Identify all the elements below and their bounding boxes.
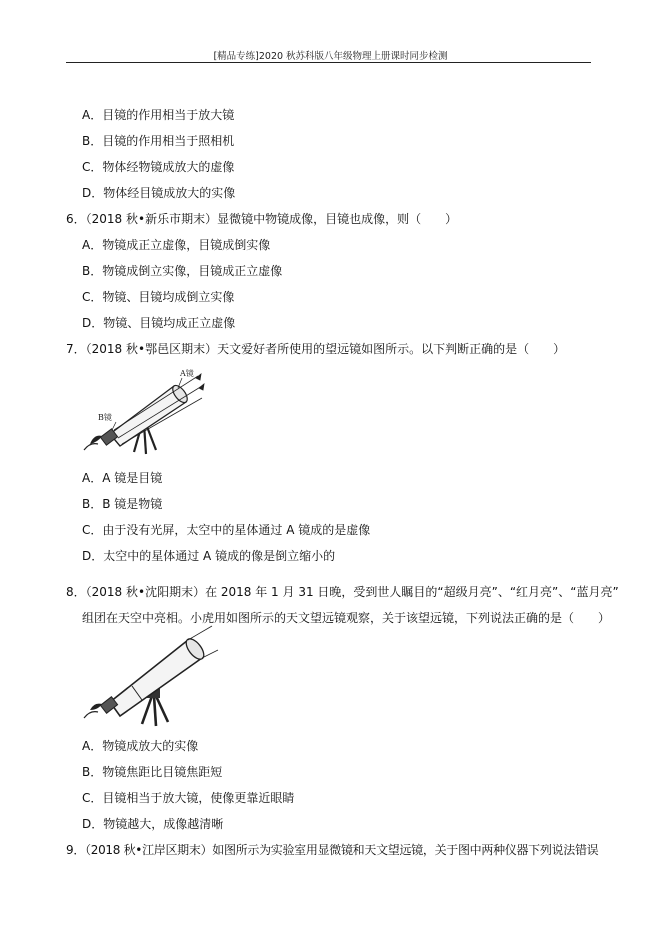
q6-option-d[interactable]: D．物镜、目镜均成正立虚像 — [82, 316, 236, 330]
q6-option-a[interactable]: A．物镜成正立虚像，目镜成倒实像 — [82, 238, 271, 252]
q5-option-d[interactable]: D．物体经目镜成放大的实像 — [82, 186, 236, 200]
q5-option-b[interactable]: B．目镜的作用相当于照相机 — [82, 134, 235, 148]
q8-option-a[interactable]: A．物镜成放大的实像 — [82, 739, 199, 753]
q8-telescope-figure — [80, 624, 220, 728]
q8-eye-icon — [90, 704, 102, 710]
q8-option-b[interactable]: B．物镜焦距比目镜焦距短 — [82, 765, 223, 779]
q7-option-a[interactable]: A．A 镜是目镜 — [82, 471, 163, 485]
header-rule — [66, 62, 591, 63]
q8-option-d[interactable]: D．物镜越大，成像越清晰 — [82, 817, 224, 831]
q7-telescope-figure — [76, 364, 206, 458]
q7-eye-icon — [90, 436, 102, 444]
q8-stem-line2: 组团在天空中亮相。小虎用如图所示的天文望远镜观察，关于该望远镜，下列说法正确的是（ ） — [82, 611, 611, 625]
q5-option-c[interactable]: C．物体经物镜成放大的虚像 — [82, 160, 235, 174]
q9-stem: 9．（2018 秋•江岸区期末）如图所示为实验室用显微镜和天文望远镜，关于图中两种仪器下列说法错误 — [66, 843, 599, 857]
q8-tripod — [142, 696, 168, 726]
q7-option-d[interactable]: D．太空中的星体通过 A 镜成的像是倒立缩小的 — [82, 549, 336, 563]
q7-stem: 7．（2018 秋•鄂邑区期末）天文爱好者所使用的望远镜如图所示。以下判断正确的是（ ） — [66, 342, 566, 356]
page-header: [精品专练]2020 秋苏科版八年级物理上册课时同步检测 — [213, 51, 448, 62]
q6-option-c[interactable]: C．物镜、目镜均成倒立实像 — [82, 290, 235, 304]
q7-label-b: B镜 — [98, 413, 112, 422]
q7-label-a: A镜 — [180, 369, 194, 378]
q6-stem: 6．（2018 秋•新乐市期末）显微镜中物镜成像，目镜也成像，则（ ） — [66, 212, 458, 226]
q7-option-c[interactable]: C．由于没有光屏，太空中的星体通过 A 镜成的是虚像 — [82, 523, 371, 537]
q7-option-b[interactable]: B．B 镜是物镜 — [82, 497, 163, 511]
q5-option-a[interactable]: A．目镜的作用相当于放大镜 — [82, 108, 235, 122]
q8-option-c[interactable]: C．目镜相当于放大镜，使像更靠近眼睛 — [82, 791, 295, 805]
q8-stem-line1: 8．（2018 秋•沈阳期末）在 2018 年 1 月 31 日晚，受到世人瞩目的“超级月亮”、“红月亮”、“蓝月亮” — [66, 585, 619, 599]
q6-option-b[interactable]: B．物镜成倒立实像，目镜成正立虚像 — [82, 264, 283, 278]
